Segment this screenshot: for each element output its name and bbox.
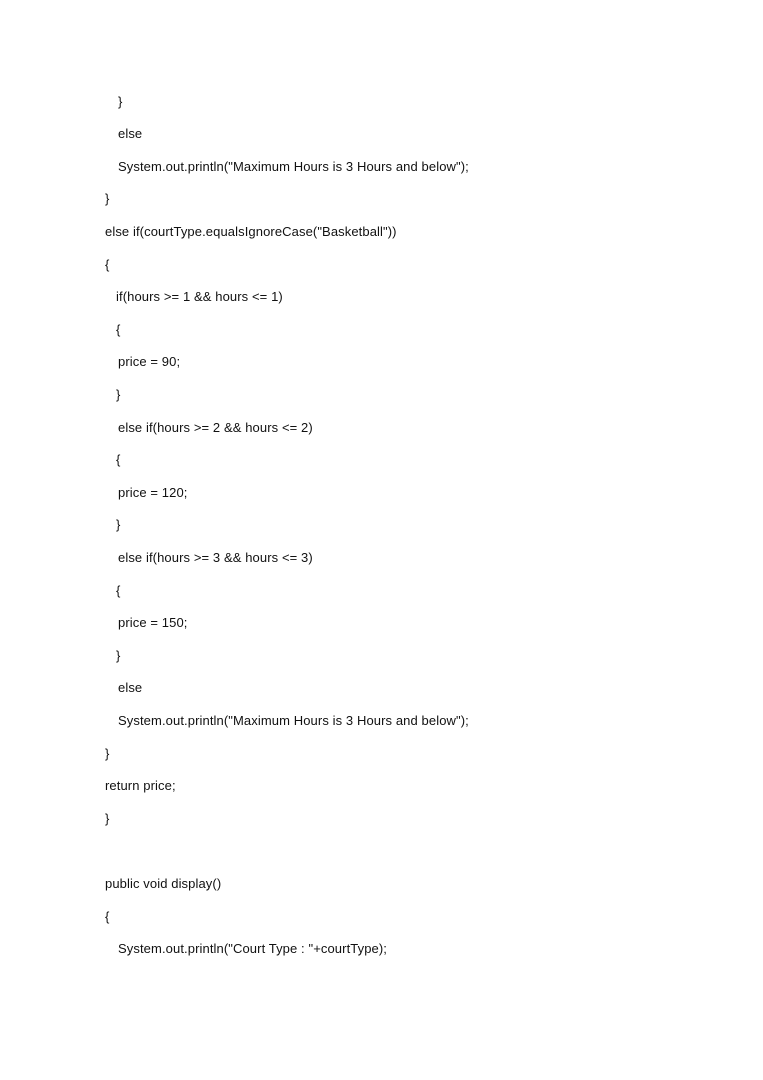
code-line: } — [116, 648, 121, 663]
code-line: if(hours >= 1 && hours <= 1) — [116, 289, 283, 304]
code-line: else if(hours >= 3 && hours <= 3) — [118, 550, 313, 565]
code-line: public void display() — [105, 876, 222, 891]
code-line: System.out.println("Court Type : "+courtType); — [118, 941, 388, 956]
code-line: } — [105, 811, 110, 826]
code-line: System.out.println("Maximum Hours is 3 Hours and below"); — [118, 713, 469, 728]
code-line: } — [105, 746, 110, 761]
code-line: { — [116, 452, 121, 467]
code-line: else if(courtType.equalsIgnoreCase("Basketball")) — [105, 224, 397, 239]
code-line: { — [105, 909, 110, 924]
code-line: price = 150; — [118, 615, 188, 630]
code-line: else — [118, 680, 143, 695]
code-line: else — [118, 126, 143, 141]
code-line: { — [105, 257, 110, 272]
code-line: { — [116, 322, 121, 337]
code-line: } — [105, 191, 110, 206]
code-line: } — [118, 94, 123, 109]
code-line: price = 120; — [118, 485, 188, 500]
code-line: System.out.println("Maximum Hours is 3 Hours and below"); — [118, 159, 469, 174]
code-line: { — [116, 583, 121, 598]
code-line: price = 90; — [118, 354, 181, 369]
code-line: else if(hours >= 2 && hours <= 2) — [118, 420, 313, 435]
code-line: } — [116, 387, 121, 402]
code-line: } — [116, 517, 121, 532]
code-line: return price; — [105, 778, 176, 793]
